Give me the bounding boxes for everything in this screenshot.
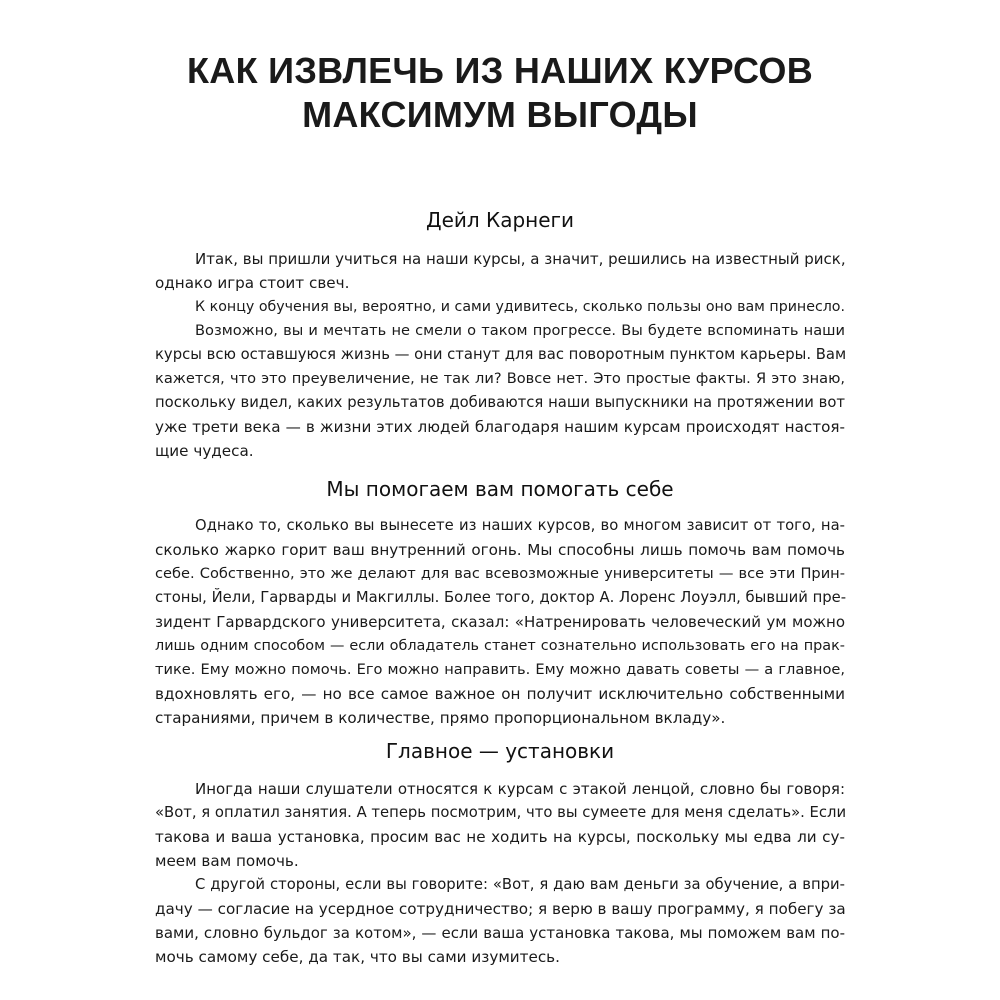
paragraph-line: стараниями, причем в количестве, прямо пропорциональном вкладу». [155, 709, 726, 727]
page-title-line-1: КАК ИЗВЛЕЧЬ ИЗ НАШИХ КУРСОВ [187, 50, 813, 91]
paragraph-line: Итак, вы пришли учиться на наши курсы, а значит, решились на известный риск, [195, 250, 846, 268]
paragraph-line: дачу — согласие на усердное сотрудничество; я верю в вашу программу, я побегу за [155, 900, 846, 918]
paragraph-line: курсы всю оставшуюся жизнь — они станут для вас поворотным пунктом карьеры. Вам [155, 346, 847, 363]
paragraph-line: «Вот, я оплатил занятия. А теперь посмотрим, что вы сумеете для меня сделать». Если [155, 804, 847, 821]
paragraph-line: уже трети века — в жизни этих людей благодаря нашим курсам происходят настоя- [155, 418, 845, 436]
paragraph-line: С другой стороны, если вы говорите: «Вот, я даю вам деньги за обучение, а впри- [195, 876, 845, 893]
paragraph-line: зидент Гарвардского университета, сказал: «Натренировать человеческий ум можно [155, 613, 845, 631]
paragraph-line: вдохновлять его, — но все самое важное он получит исключительно собственными [155, 685, 845, 703]
section-heading-help-yourself: Мы помогаем вам помогать себе [326, 477, 674, 501]
paragraph-line: меем вам помочь. [155, 852, 299, 870]
paragraph-line: сколько жарко горит ваш внутренний огонь. Мы способны лишь помочь вам помочь [155, 541, 845, 559]
paragraph-line: однако игра стоит свеч. [155, 274, 350, 292]
paragraph-line: Однако то, сколько вы вынесете из наших курсов, во многом зависит от того, на- [195, 517, 845, 534]
paragraph-line: К концу обучения вы, вероятно, и сами удивитесь, сколько пользы оно вам принесло. [195, 299, 845, 315]
paragraph-line: лишь одним способом — если обладатель станет сознательно использовать его на прак- [155, 638, 845, 654]
paragraph-line: себе. Собственно, это же делают для вас всевозможные университеты — все эти Прин- [155, 565, 845, 582]
paragraph-line: щие чудеса. [155, 442, 254, 460]
paragraph-line: мочь самому себе, да так, что вы сами изумитесь. [155, 948, 560, 966]
page-title-line-2: МАКСИМУМ ВЫГОДЫ [302, 94, 698, 135]
paragraph-line: Возможно, вы и мечтать не смели о таком прогрессе. Вы будете вспоминать наши [195, 322, 845, 339]
section-heading-author: Дейл Карнеги [425, 208, 575, 232]
paragraph-line: такова и ваша установка, просим вас не ходить на курсы, поскольку мы едва ли су- [155, 828, 845, 846]
paragraph-line: Иногда наши слушатели относятся к курсам с этакой ленцой, словно бы говоря: [195, 780, 845, 798]
paragraph-line: стоны, Йели, Гарварды и Макгиллы. Более того, доктор А. Лоренс Лоуэлл, бывший пре- [155, 589, 847, 606]
section-heading-attitude: Главное — установки [385, 739, 615, 763]
paragraph-line: тике. Ему можно помочь. Его можно направить. Ему можно давать советы — а главное, [155, 661, 845, 678]
paragraph-line: поскольку видел, каких результатов добиваются наши выпускники на протяжении вот [155, 394, 845, 411]
paragraph-line: вами, словно бульдог за котом», — если ваша установка такова, мы поможем вам по- [155, 924, 845, 942]
paragraph-line: кажется, что это преувеличение, не так ли? Вовсе нет. Это простые факты. Я это знаю, [155, 370, 845, 387]
